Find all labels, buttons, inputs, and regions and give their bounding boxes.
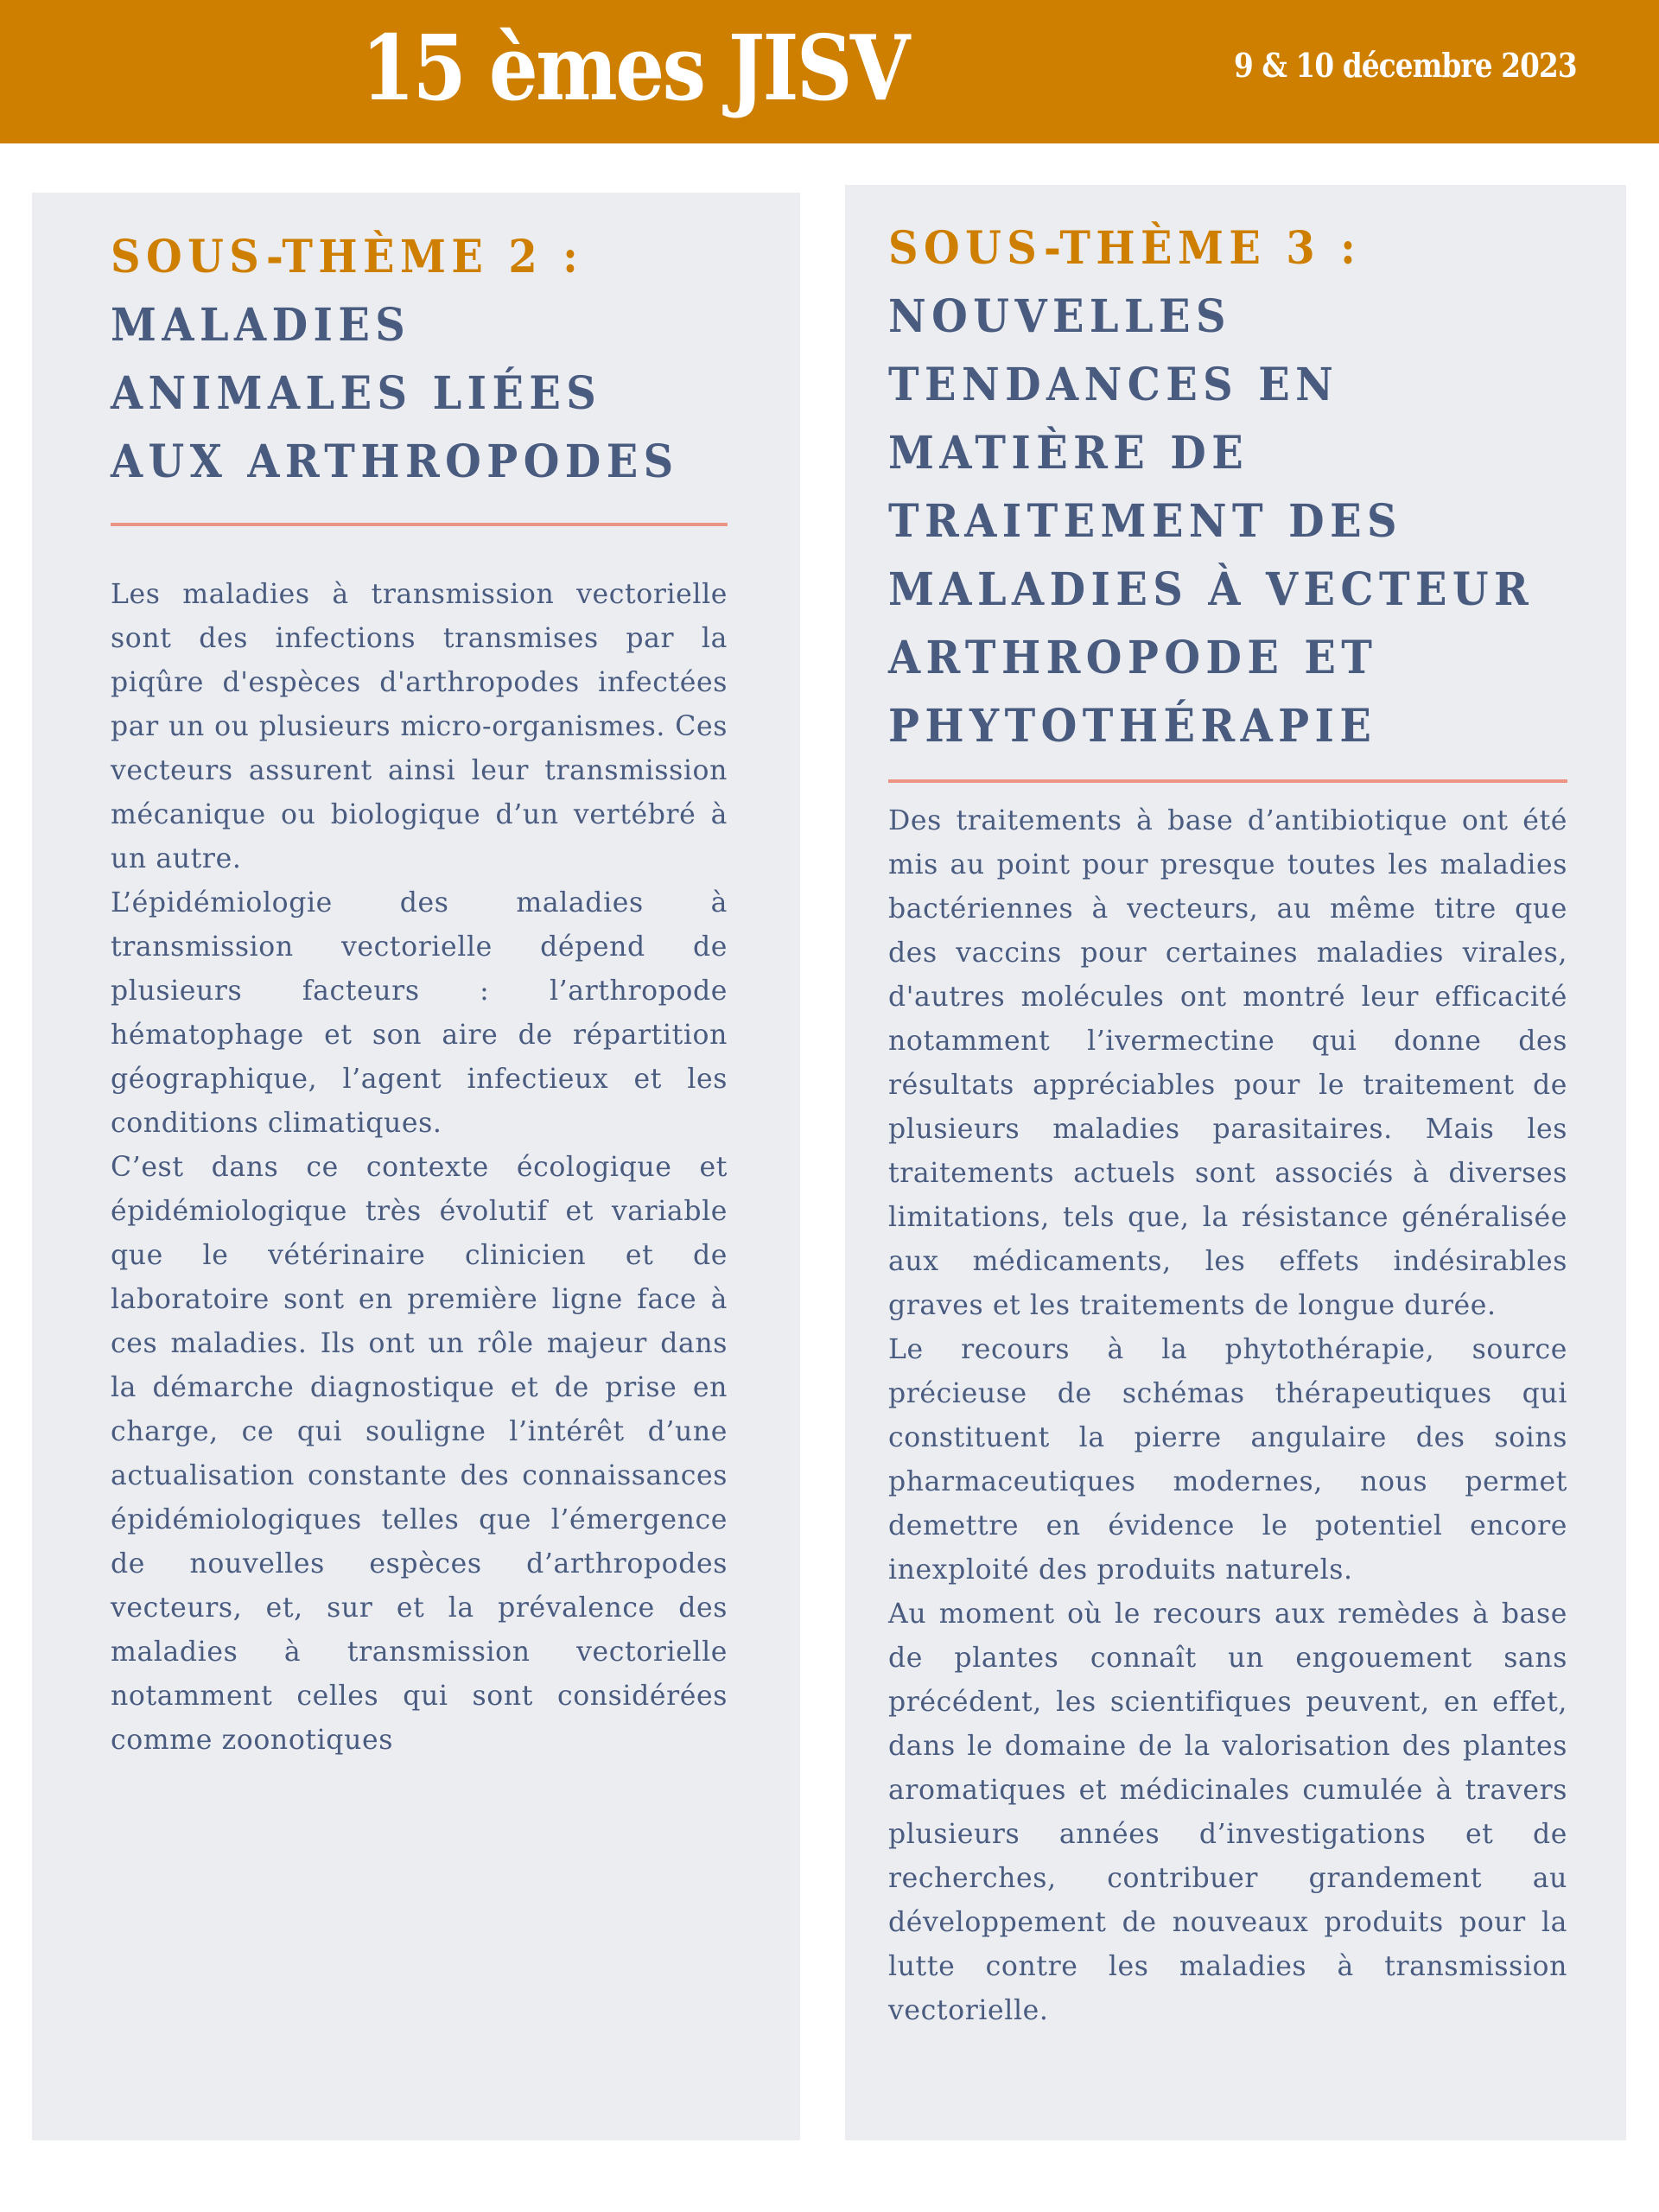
subtheme-3-title-line: ARTHROPODE ET: [888, 632, 1378, 684]
paragraph: Le recours à la phytothérapie, source précieuse de schémas thérapeutiques qui constituent la pierre angulaire des soins pharmaceutiques modernes, nous permet demettre en évidence le potentiel encore inexploité des produits naturels.: [888, 1334, 1567, 1586]
subtheme-3-title-line: NOUVELLES: [888, 290, 1231, 343]
subtheme-2-title-line: AUX ARTHROPODES: [111, 435, 679, 488]
subtheme-3-body: [888, 799, 1567, 2033]
subtheme-3-title-line: MATIÈRE DE: [888, 427, 1249, 480]
subtheme-3-title-line: MALADIES À VECTEUR: [888, 563, 1535, 616]
subtheme-2-kicker: SOUS-THÈME 2 :: [111, 231, 584, 283]
subtheme-3-kicker: SOUS-THÈME 3 :: [888, 222, 1362, 275]
paragraph: Au moment où le recours aux remèdes à base de plantes connaît un engouement sans précédent, les scientifiques peuvent, en effet, dans le domaine de la valorisation des plantes aromatiques et médicinales cumulée à travers plusieurs années d’investigations et de recherches, contribuer grandement au développement de nouveaux produits pour la lutte contre les maladies à transmission vectorielle.: [888, 1599, 1567, 2026]
subtheme-3-title-line: TENDANCES EN: [888, 359, 1339, 411]
event-date: 9 & 10 décembre 2023: [1234, 46, 1577, 85]
paragraph: L’épidémiologie des maladies à transmission vectorielle dépend de plusieurs facteurs : l’arthropode hématophage et son aire de répartition géographique, l’agent infectieux et les conditions climatiques.: [111, 887, 728, 1139]
paragraph: Les maladies à transmission vectorielle sont des infections transmises par la piqûre d'espèces d'arthropodes infectées par un ou plusieurs micro-organismes. Ces vecteurs assurent ainsi leur transmission mécanique ou biologique d’un vertébré à un autre.: [111, 579, 728, 874]
subtheme-3-divider: [888, 779, 1567, 783]
header-banner: [0, 0, 1659, 143]
event-title: 15 èmes JISV: [361, 15, 908, 121]
subtheme-2-divider: [111, 523, 728, 526]
subtheme-2-title-line: MALADIES: [111, 299, 411, 352]
paragraph: Des traitements à base d’antibiotique ont été mis au point pour presque toutes les maladies bactériennes à vecteurs, au même titre que des vaccins pour certaines maladies virales, d'autres molécules ont montré leur efficacité notamment l’ivermectine qui donne des résultats appréciables pour le traitement de plusieurs maladies parasitaires. Mais les traitements actuels sont associés à diverses limitations, tels que, la résistance généralisée aux médicaments, les effets indésirables graves et les traitements de longue durée.: [888, 805, 1567, 1321]
subtheme-3-title-line: PHYTOTHÉRAPIE: [888, 700, 1377, 753]
subtheme-2-panel: [32, 193, 800, 2140]
paragraph: C’est dans ce contexte écologique et épidémiologique très évolutif et variable que le vétérinaire clinicien et de laboratoire sont en première ligne face à ces maladies. Ils ont un rôle majeur dans la démarche diagnostique et de prise en charge, ce qui souligne l’intérêt d’une actualisation constante des connaissances épidémiologiques telles que l’émergence de nouvelles espèces d’arthropodes vecteurs, et, sur et la prévalence des maladies à transmission vectorielle notamment celles qui sont considérées comme zoonotiques: [111, 1152, 728, 1756]
subtheme-2-title-line: ANIMALES LIÉES: [111, 367, 602, 420]
subtheme-2-heading: [111, 223, 715, 496]
subtheme-3-title-line: TRAITEMENT DES: [888, 495, 1402, 548]
subtheme-3-heading: [888, 214, 1572, 760]
subtheme-3-panel: [845, 185, 1626, 2140]
subtheme-2-body: [111, 573, 728, 1763]
